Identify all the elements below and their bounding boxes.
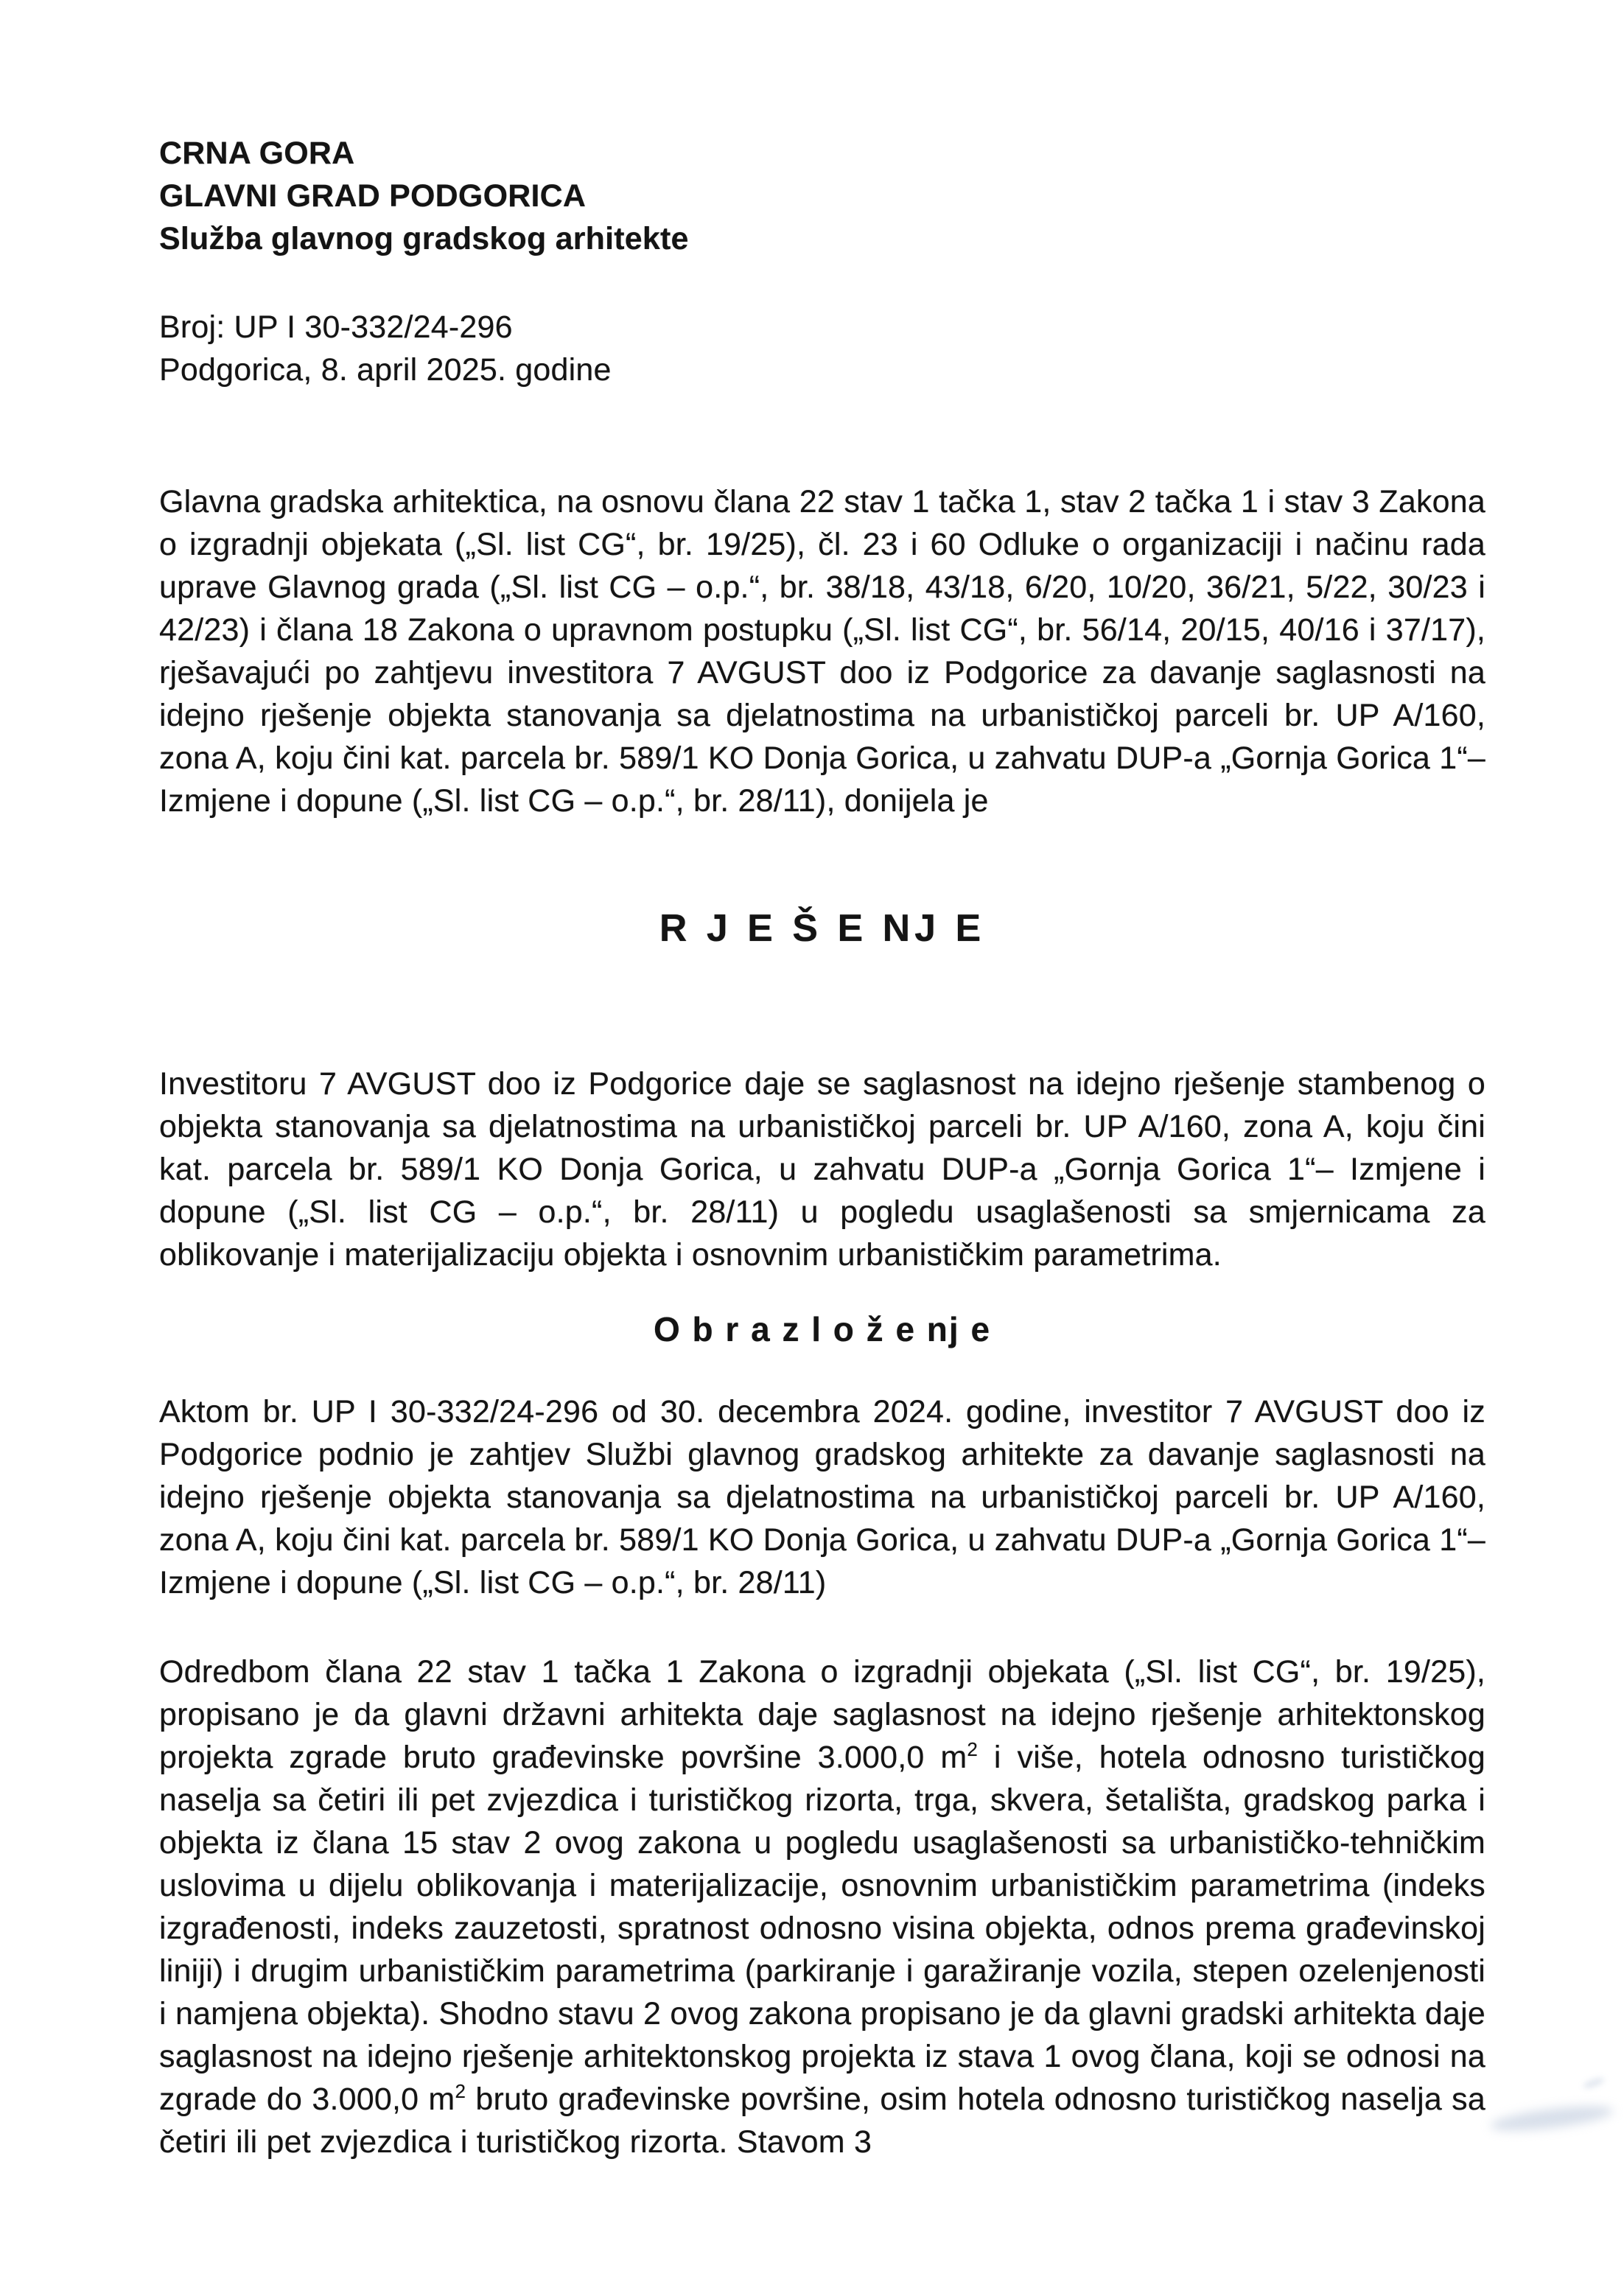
- case-meta: [159, 306, 1485, 391]
- scan-smudge-dot-artifact: [1582, 2076, 1606, 2090]
- case-number-line: Broj: UP I 30-332/24-296: [159, 309, 513, 345]
- intro-paragraph: Glavna gradska arhitektica, na osnovu člana 22 stav 1 tačka 1, stav 2 tačka 1 i stav 3 Zakona o izgradnji objekata („Sl. list CG“, br. 19/25), čl. 23 i 60 Odluke o organizaciji i načinu rada uprave Glavnog grada („Sl. list CG – o.p.“, br. 38/18, 43/18, 6/20, 10/20, 36/21, 5/22, 30/23 i 42/23) i člana 18 Zakona o upravnom postupku („Sl. list CG“, br. 56/14, 20/15, 40/16 i 37/17), rješavajući po zahtjevu investitora 7 AVGUST doo iz Podgorice za davanje saglasnosti na idejno rješenje objekta stanovanja sa djelatnostima na urbanističkoj parceli br. UP A/160, zona A, koju čini kat. parcela br. 589/1 KO Donja Gorica, u zahvatu DUP-a „Gornja Gorica 1“– Izmjene i dopune („Sl. list CG – o.p.“, br. 28/11), donijela je: [159, 484, 1485, 819]
- letterhead: [159, 132, 1485, 260]
- place-date-line: Podgorica, 8. april 2025. godine: [159, 352, 612, 388]
- explanation-paragraph-1: Aktom br. UP I 30-332/24-296 od 30. decembra 2024. godine, investitor 7 AVGUST doo iz Podgorice podnio je zahtjev Službi glavnog gradskog arhitekte za davanje saglasnosti na idejno rješenje objekta stanovanja sa djelatnostima na urbanističkoj parceli br. UP A/160, zona A, koju čini kat. parcela br. 589/1 KO Donja Gorica, u zahvatu DUP-a „Gornja Gorica 1“– Izmjene i dopune („Sl. list CG – o.p.“, br. 28/11): [159, 1394, 1485, 1600]
- letterhead-country: CRNA GORA: [159, 136, 355, 171]
- resolution-paragraph: Investitoru 7 AVGUST doo iz Podgorice daje se saglasnost na idejno rješenje stambenog o objekta stanovanja sa djelatnostima na urbanističkoj parceli br. UP A/160, zona A, koju čini kat. parcela br. 589/1 KO Donja Gorica, u zahvatu DUP-a „Gornja Gorica 1“– Izmjene i dopune („Sl. list CG – o.p.“, br. 28/11) u pogledu usaglašenosti sa smjernicama za oblikovanje i materijalizaciju objekta i osnovnim urbanističkim parametrima.: [159, 1066, 1485, 1273]
- resolution-heading: R J E Š E NJ E: [659, 907, 986, 950]
- letterhead-office: Služba glavnog gradskog arhitekte: [159, 221, 689, 256]
- scan-smudge-artifact: [1489, 2101, 1614, 2135]
- letterhead-city: GLAVNI GRAD PODGORICA: [159, 178, 587, 214]
- explanation-paragraph-2: Odredbom člana 22 stav 1 tačka 1 Zakona o izgradnji objekata („Sl. list CG“, br. 19/25), propisano je da glavni državni arhitekta daje saglasnost na idejno rješenje arhitektonskog projekta zgrade bruto građevinske površine 3.000,0 $m^2$ i više, hotela odnosno turističkog naselja sa četiri ili pet zvjezdica i turističkog rizorta, trga, skvera, šetališta, gradskog parka i objekta iz člana 15 stav 2 ovog zakona u pogledu usaglašenosti sa urbanističko-tehničkim uslovima u dijelu oblikovanja i materijalizacije, osnovnim urbanističkim parametrima (indeks izgrađenosti, indeks zauzetosti, spratnost odnosno visina objekta, odnos prema građevinskoj liniji) i drugim urbanističkim parametrima (parkiranje i garažiranje vozila, stepen ozelenjenosti i namjena objekta). Shodno stavu 2 ovog zakona propisano je da glavni gradski arhitekta daje saglasnost na idejno rješenje arhitektonskog projekta iz stava 1 ovog člana, koji se odnosi na zgrade do 3.000,0 $m^2$ bruto građevinske površine, osim hotela odnosno turističkog naselja sa četiri ili pet zvjezdica i turističkog rizorta. Stavom 3: [159, 1654, 1486, 2160]
- explanation-heading: O b r a z l o ž e nj e: [653, 1310, 992, 1348]
